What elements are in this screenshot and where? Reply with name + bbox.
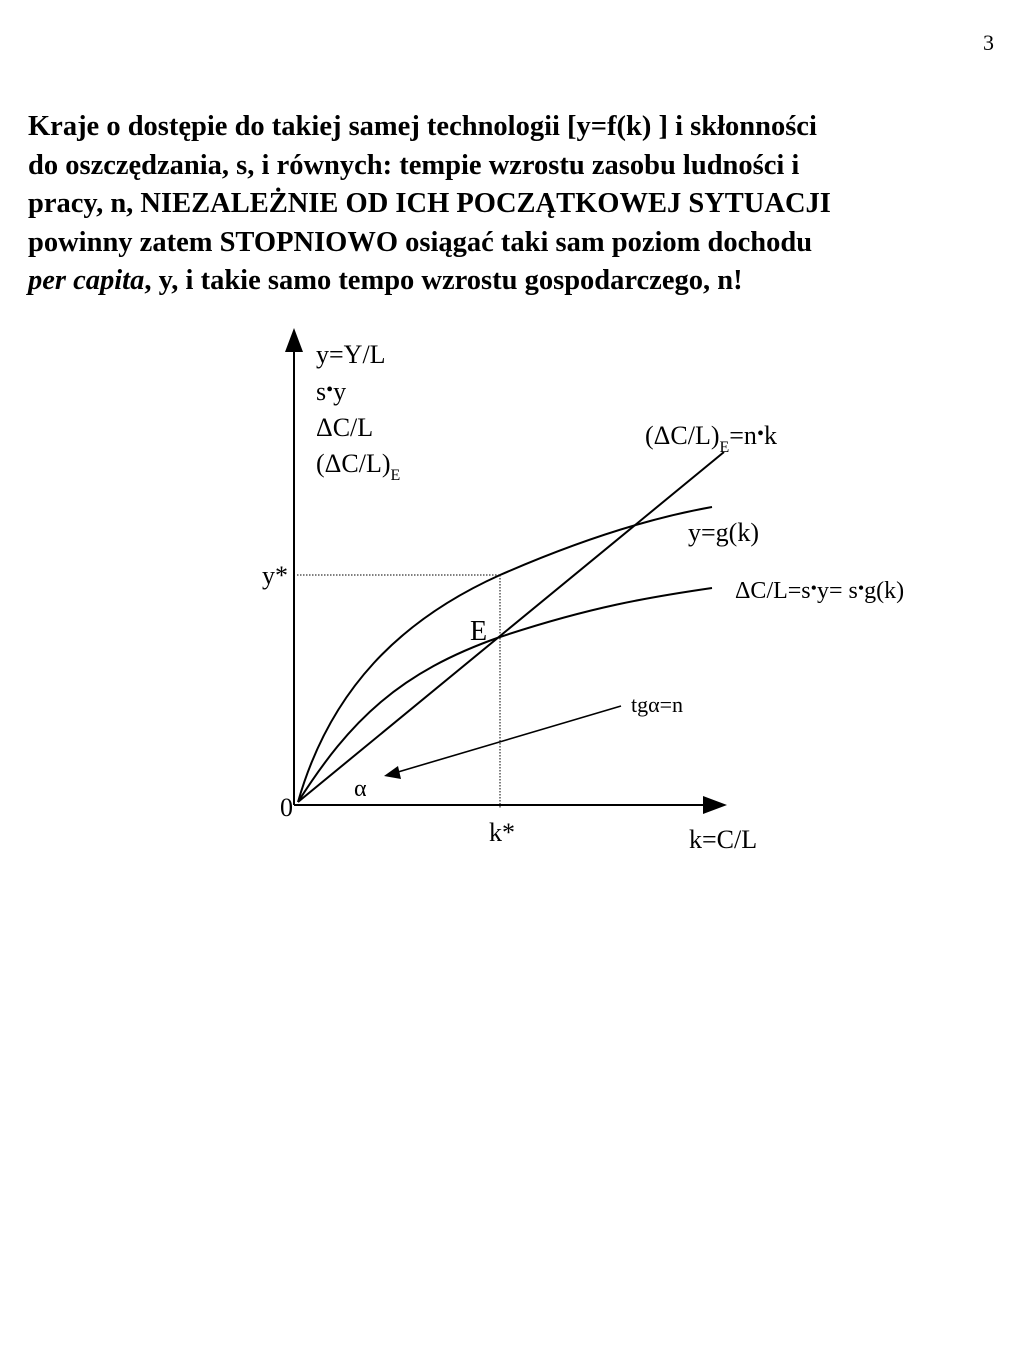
be-main: (ΔC/L) [645,421,720,450]
y-axis-label-dcl: ΔC/L [316,413,374,442]
paragraph-line-1: Kraje o dostępie do takiej samej technologii [y=f(k) ] i skłonności [28,111,817,142]
paragraph-line-5-rest: , y, i takie samo tempo wzrostu gospodarczego, n! [144,265,743,296]
alpha-label: α [354,776,367,802]
tg-alpha-arrow [398,706,621,772]
y-axis-arrowhead [285,328,303,352]
x-axis-arrowhead [703,796,727,814]
be-sub: E [719,439,730,456]
sav-dot2: • [857,578,865,598]
sav-p3: g(k) [864,578,905,604]
x-axis-label: k=C/L [689,825,758,854]
kstar-label: k* [489,818,515,847]
be-rest1: =n [729,421,757,450]
paragraph-line-3: pracy, n, NIEZALEŻNIE OD ICH POCZĄTKOWEJ SYTUACJI [28,188,831,219]
sav-dot1: • [810,578,817,598]
production-curve [298,507,712,802]
sy-s: s [316,377,327,406]
tg-alpha-label: tgα=n [631,692,684,717]
dcl-e-main: (ΔC/L) [316,449,391,478]
sav-p2: y= s [816,578,858,604]
be-dot: • [756,423,764,445]
tg-alpha-arrowhead [384,766,401,779]
sav-p1: ΔC/L=s [735,578,811,604]
y-axis-label-y: y=Y/L [316,340,386,369]
production-curve-label: y=g(k) [688,518,759,547]
ystar-label: y* [262,561,288,590]
break-even-line-label [645,421,777,456]
origin-label: 0 [280,793,293,822]
page-number: 3 [983,30,994,55]
y-axis-label-sy [316,377,346,406]
break-even-line [298,452,724,802]
per-capita-italic: per capita [28,265,145,296]
paragraph-line-4: powinny zatem STOPNIOWO osiągać taki sam poziom dochodu [28,226,813,258]
equilibrium-label: E [470,616,488,647]
paragraph-line-2: do oszczędzania, s, i równych: tempie wzrostu zasobu ludności i [28,149,800,181]
savings-curve-label [735,578,904,604]
sy-dot: • [326,379,334,401]
sy-y: y [333,377,347,406]
y-axis-label-dcl-e [316,449,400,484]
dcl-e-sub: E [390,467,401,484]
be-rest2: k [763,421,777,450]
